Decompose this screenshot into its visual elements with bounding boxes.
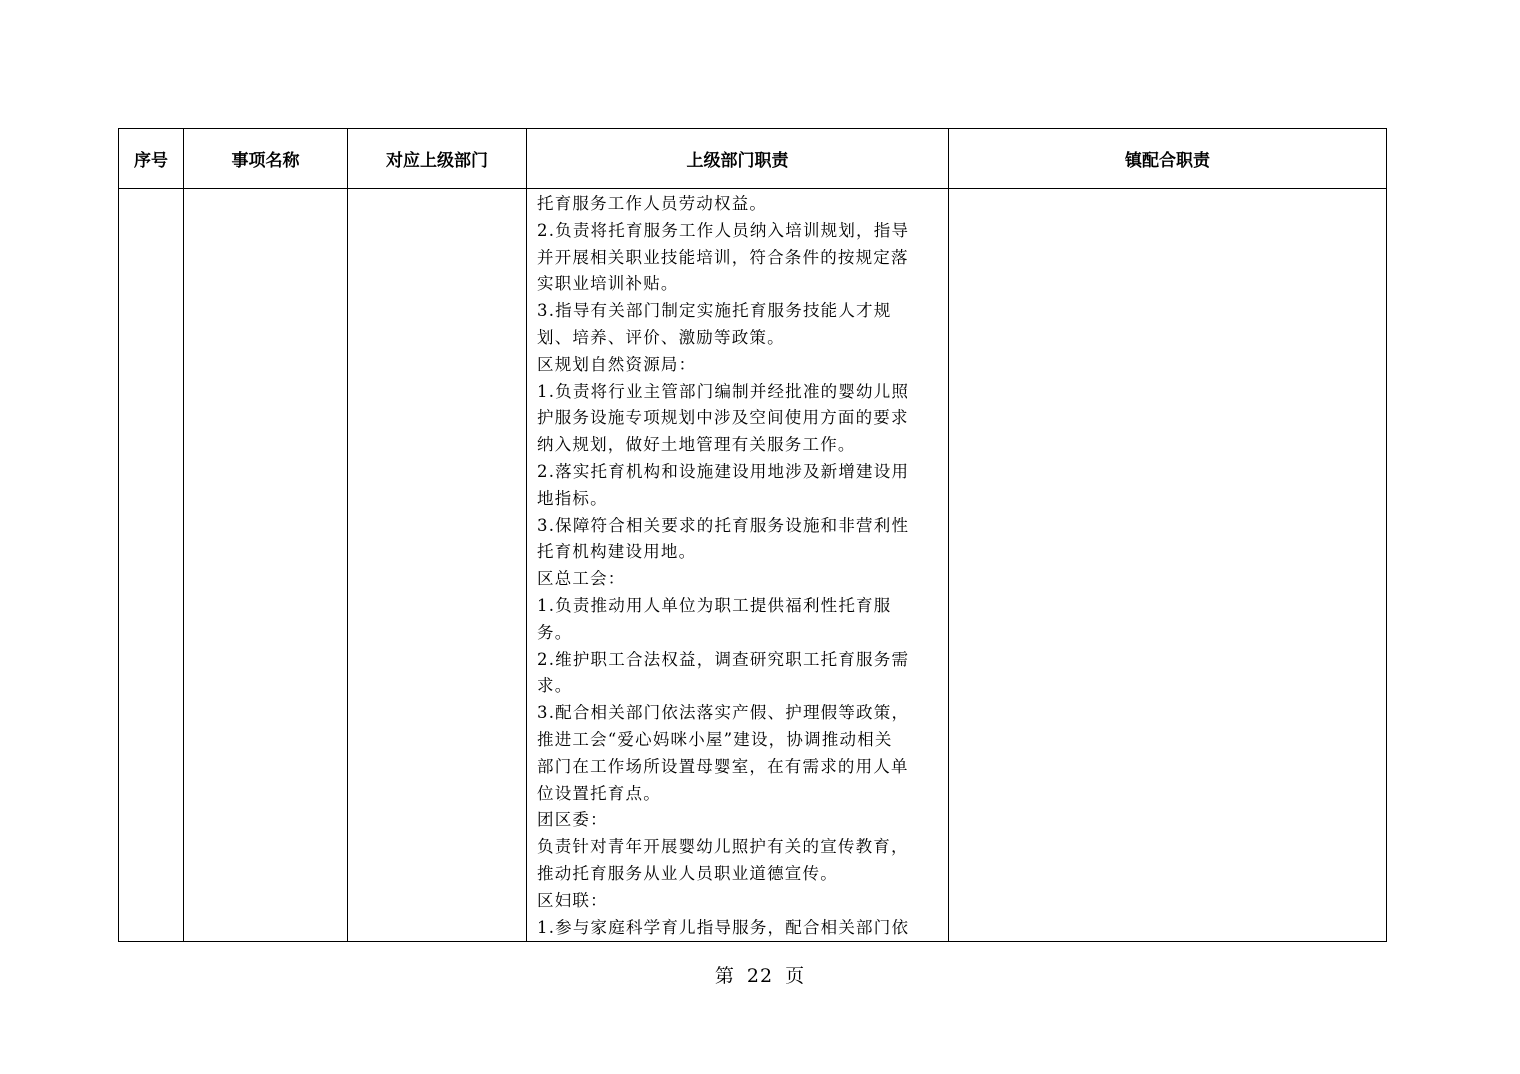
page-footer: [0, 962, 1520, 990]
duty-line: 3.指导有关部门制定实施托育服务技能人才规: [537, 301, 892, 321]
duty-line: 区妇联：: [537, 890, 608, 910]
header-department: 对应上级部门: [348, 129, 527, 189]
duty-line: 2.维护职工合法权益，调查研究职工托育服务需: [537, 649, 910, 669]
duty-line: 托育服务工作人员劳动权益。: [537, 194, 768, 213]
duty-line: 3.保障符合相关要求的托育服务设施和非营利性: [537, 515, 910, 535]
page-number: 22: [746, 965, 774, 987]
duty-line: 地指标。: [537, 488, 608, 508]
duty-line: 1.负责将行业主管部门编制并经批准的婴幼儿照: [537, 381, 910, 401]
duty-line: 位设置托育点。: [537, 783, 661, 803]
header-town-duties: 镇配合职责: [949, 129, 1387, 189]
header-superior-duties: 上级部门职责: [527, 129, 949, 189]
table-row: [119, 189, 1387, 942]
duty-line: 务。: [537, 622, 573, 642]
page-prefix: 第: [714, 965, 735, 987]
header-item-name: 事项名称: [184, 129, 348, 189]
duty-line: 推进工会“爱心妈咪小屋”建设，协调推动相关: [537, 729, 893, 749]
duty-line: 实职业培训补贴。: [537, 274, 679, 294]
duty-line: 负责针对青年开展婴幼儿照护有关的宣传教育，: [537, 837, 909, 857]
duty-line: 区规划自然资源局：: [537, 354, 697, 374]
duty-line: 托育机构建设用地。: [537, 542, 697, 562]
duty-line: 区总工会：: [537, 569, 626, 589]
duty-line: 纳入规划，做好土地管理有关服务工作。: [537, 435, 856, 455]
duty-line: 1.负责推动用人单位为职工提供福利性托育服: [537, 595, 892, 615]
cell-index: [119, 189, 184, 942]
duty-line: 推动托育服务从业人员职业道德宣传。: [537, 863, 838, 883]
table-header-row: [119, 129, 1387, 189]
duty-line: 护服务设施专项规划中涉及空间使用方面的要求: [537, 408, 909, 428]
page-suffix: 页: [785, 965, 806, 987]
duty-line: 3.配合相关部门依法落实产假、护理假等政策，: [537, 703, 910, 723]
cell-item-name: [184, 189, 348, 942]
header-index: 序号: [119, 129, 184, 189]
duty-line: 求。: [537, 676, 573, 696]
duty-line: 2.落实托育机构和设施建设用地涉及新增建设用: [537, 461, 910, 481]
duty-line: 并开展相关职业技能培训，符合条件的按规定落: [537, 247, 909, 267]
duty-line: 2.负责将托育服务工作人员纳入培训规划，指导: [537, 220, 910, 240]
duty-line: 划、培养、评价、激励等政策。: [537, 327, 785, 347]
duty-table: [118, 128, 1387, 942]
duty-line: 团区委：: [537, 810, 608, 830]
cell-town-duties: [949, 189, 1387, 942]
duty-line: 1.参与家庭科学育儿指导服务，配合相关部门依: [537, 917, 910, 937]
cell-department: [348, 189, 527, 942]
duty-line: 部门在工作场所设置母婴室，在有需求的用人单: [537, 756, 909, 776]
cell-superior-duties: [527, 189, 949, 942]
